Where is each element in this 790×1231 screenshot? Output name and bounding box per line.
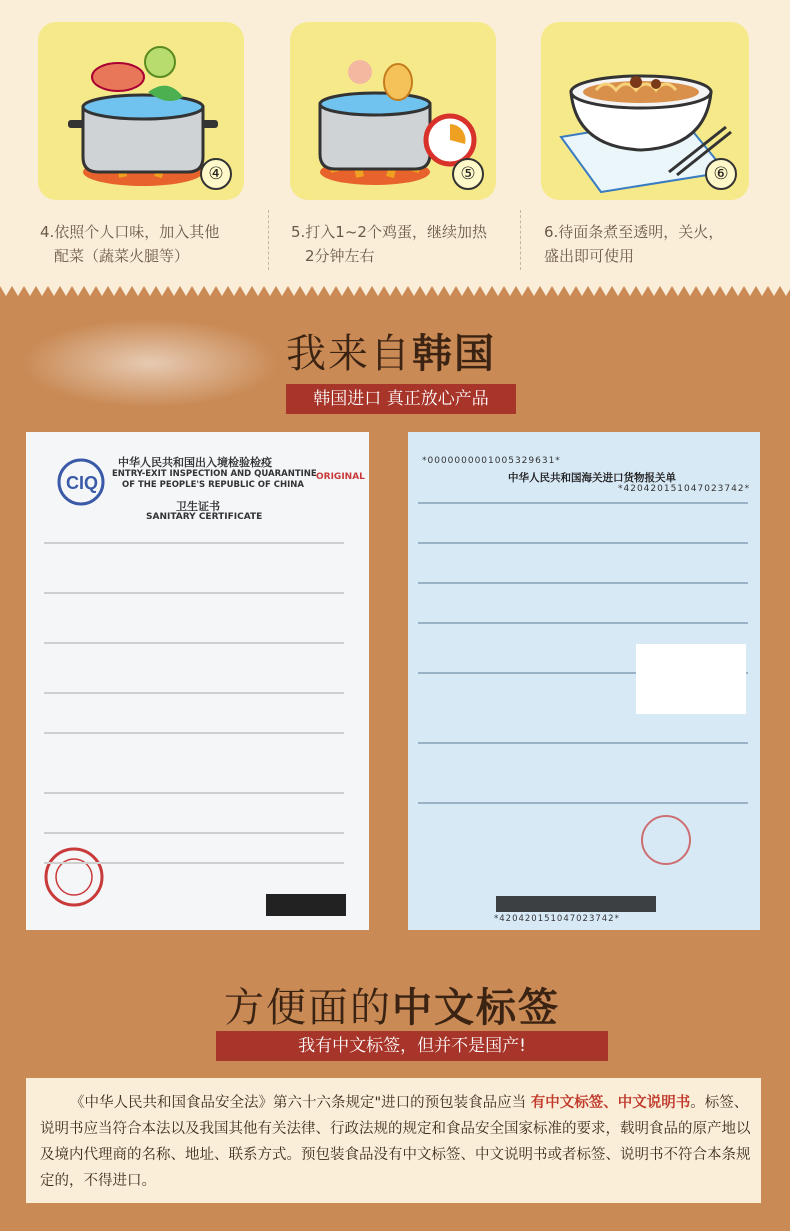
step-number-badge: ④ <box>200 158 232 190</box>
svg-text:CIQ: CIQ <box>66 473 99 493</box>
section-title-origin: 我来自韩国 <box>286 331 496 377</box>
original-stamp: ORIGINAL <box>316 472 365 482</box>
step-number-badge: ⑥ <box>705 158 737 190</box>
decorative-glow <box>20 318 280 408</box>
divider <box>520 210 522 270</box>
step-6-caption: 6.待面条煮至透明，关火， 盛出即可使用 <box>544 223 724 265</box>
certificate-title-en: SANITARY CERTIFICATE <box>146 512 263 522</box>
sanitary-certificate-image <box>26 432 369 930</box>
customs-top-code: *000000000100532963​1* <box>422 456 561 466</box>
section-title-label: 方便面的中文标签 <box>224 985 560 1031</box>
step-4-caption: 4.依照个人口味，加入其他 配菜（蔬菜火腿等） <box>40 223 220 265</box>
step-5-caption: 5.打入1~2个鸡蛋，继续加热 2分钟左右 <box>291 223 487 265</box>
customs-declaration-image <box>408 432 760 930</box>
certificate-title-cn: 卫生证书 <box>176 500 220 513</box>
section-subtitle-origin: 韩国进口 真正放心产品 <box>286 384 516 414</box>
step-card-5 <box>290 22 496 200</box>
divider <box>268 210 270 270</box>
customs-seal-icon <box>408 432 760 930</box>
section-subtitle-label: 我有中文标签，但并不是国产! <box>216 1031 608 1061</box>
customs-barcode-top: *420420151047023742* <box>618 484 751 494</box>
certificate-header-en1: ENTRY-EXIT INSPECTION AND QUARANTINE <box>112 469 317 479</box>
certificate-header-cn: 中华人民共和国出入境检验检疫 <box>118 456 272 469</box>
zigzag-divider <box>0 286 790 302</box>
step-number-badge: ⑤ <box>452 158 484 190</box>
step-card-6 <box>541 22 749 200</box>
law-text: 《中华人民共和国食品安全法》第六十六条规定"进口的预包装食品应当 有中文标签、中文说明书。标签、说明书应当符合本法以及我国其他有关法律、行政法规的规定和食品安全国家标准的要求，载明食品的原产地以及境内代理商的名称、地址、联系方式。预包装食品没有中文标签、中文说明书或者标签、说明书不符合本条规定的，不得进口。 <box>40 1095 751 1189</box>
food-safety-law-box <box>26 1078 761 1203</box>
step-card-4 <box>38 22 244 200</box>
certificate-header-en2: OF THE PEOPLE'S REPUBLIC OF CHINA <box>122 480 305 490</box>
customs-title: 中华人民共和国海关进口货物报关单 <box>508 472 676 484</box>
customs-barcode-bottom: *420420151047023742* <box>494 914 620 924</box>
